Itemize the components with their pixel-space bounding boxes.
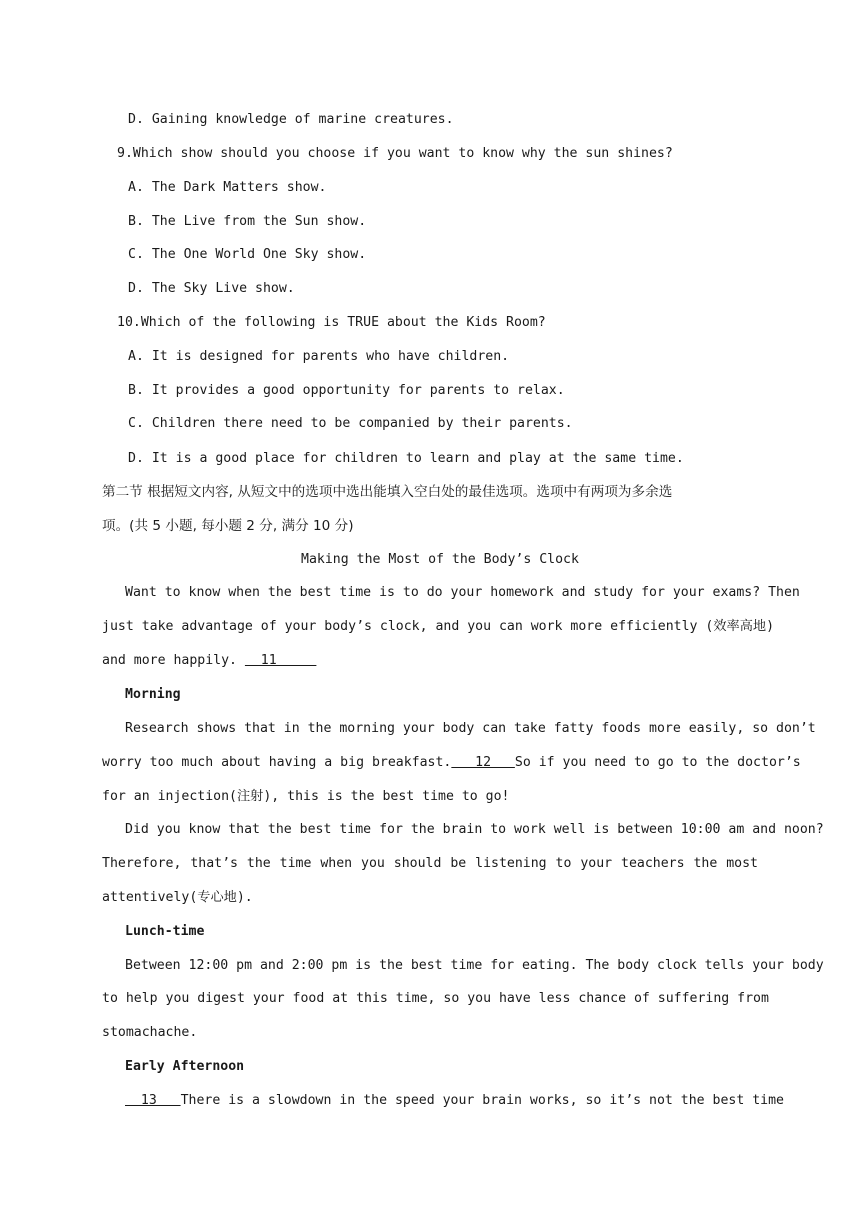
morning-p2-line-3: attentively(专心地). — [102, 890, 253, 905]
morning-p1-line-3: for an injection(注射), this is the best time to go! — [102, 789, 510, 804]
section2-instructions-line1: 第二节 根据短文内容, 从短文中的选项中选出能填入空白处的最佳选项。选项中有两项为多余选 — [102, 484, 673, 500]
morning-p1-line-2 — [102, 753, 801, 773]
passage-title: Making the Most of the Body’s Clock — [301, 552, 579, 567]
q9-option-c: C. The One World One Sky show. — [128, 247, 367, 262]
q9-option-b: B. The Live from the Sun show. — [128, 214, 367, 229]
q10-option-a: A. It is designed for parents who have children. — [128, 349, 510, 364]
intro-line-2: just take advantage of your body’s clock, and you can work more efficiently (效率高地) — [102, 619, 775, 634]
morning-p2-line-1: Did you know that the best time for the brain to work well is between 10:00 am and noon? — [125, 822, 824, 837]
morning-p2-line-2: Therefore, that’s the time when you should be listening to your teachers the most — [102, 856, 758, 871]
blank-12: 12 — [451, 755, 515, 770]
blank-13: 13 — [125, 1093, 181, 1108]
afternoon-line-1-text: There is a slowdown in the speed your brain works, so it’s not the best time — [180, 1093, 784, 1108]
lunch-line-3: stomachache. — [102, 1025, 198, 1040]
q9-question: 9.Which show should you choose if you want to know why the sun shines? — [117, 146, 673, 161]
blank-11: 11 — [244, 653, 317, 668]
q8-option-d: D. Gaining knowledge of marine creatures. — [128, 112, 454, 127]
q10-option-b: B. It provides a good opportunity for parents to relax. — [128, 383, 565, 398]
lunch-line-1: Between 12:00 pm and 2:00 pm is the best time for eating. The body clock tells your body — [125, 958, 824, 973]
afternoon-line-1 — [125, 1091, 784, 1111]
morning-p1-line-1: Research shows that in the morning your body can take fatty foods more easily, so don’t — [125, 721, 816, 736]
intro-line-1: Want to know when the best time is to do your homework and study for your exams? Then — [125, 585, 800, 600]
intro-line-3 — [102, 651, 316, 671]
morning-p1-line-2a: worry too much about having a big breakfast. — [102, 755, 452, 770]
heading-morning: Morning — [125, 687, 181, 702]
q9-option-a: A. The Dark Matters show. — [128, 180, 327, 195]
morning-p1-line-2b: So if you need to go to the doctor’s — [514, 755, 801, 770]
q10-option-d: D. It is a good place for children to learn and play at the same time. — [128, 451, 684, 466]
q9-option-d: D. The Sky Live show. — [128, 281, 295, 296]
heading-early-afternoon: Early Afternoon — [125, 1059, 245, 1074]
intro-line-3-text: and more happily. — [102, 653, 245, 668]
heading-lunch-time: Lunch-time — [125, 924, 205, 939]
q10-question: 10.Which of the following is TRUE about the Kids Room? — [117, 315, 546, 330]
q10-option-c: C. Children there need to be companied by their parents. — [128, 416, 573, 431]
section2-instructions-line2: 项。(共 5 小题, 每小题 2 分, 满分 10 分) — [102, 518, 354, 534]
lunch-line-2: to help you digest your food at this time, so you have less chance of suffering from — [102, 991, 769, 1006]
